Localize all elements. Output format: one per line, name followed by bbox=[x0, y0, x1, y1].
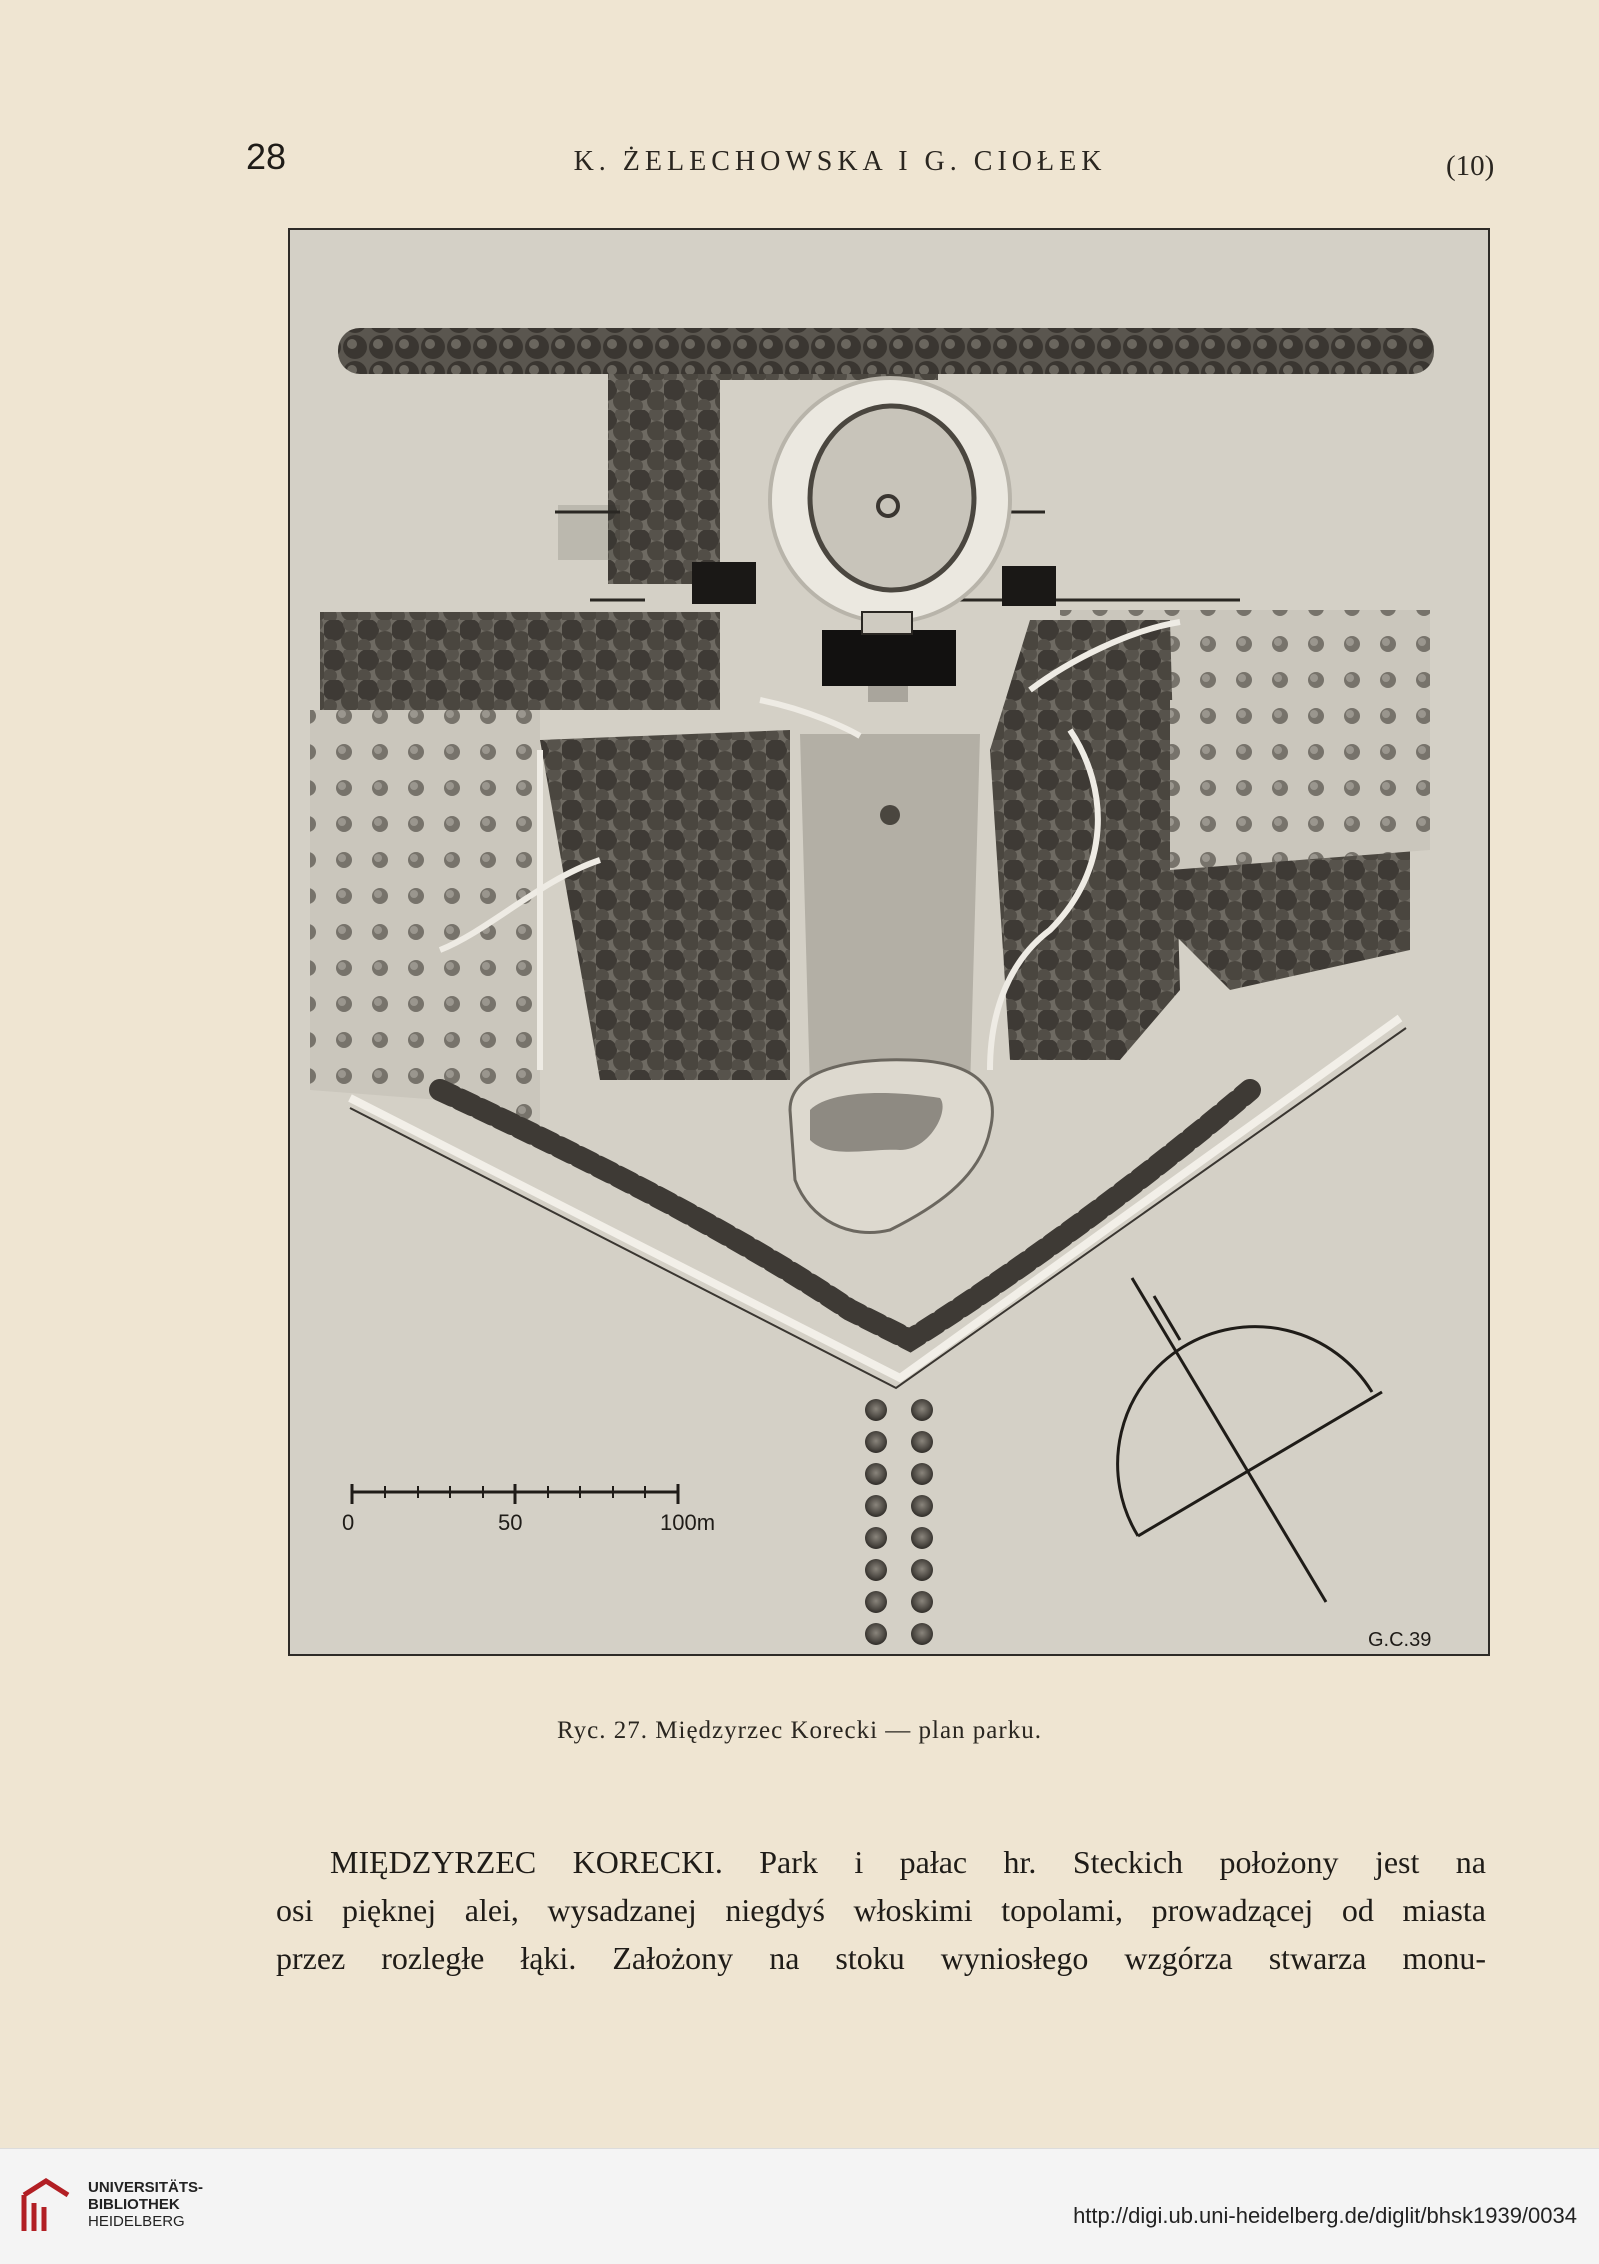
scale-label-50: 50 bbox=[498, 1510, 523, 1535]
park-plan-drawing bbox=[290, 230, 1488, 1654]
park-plan-figure bbox=[288, 228, 1490, 1656]
scale-label-0: 0 bbox=[342, 1510, 355, 1535]
body-line: osi pięknej alei, wysadzanej niegdyś włoskimi topolami, prowadzącej od miasta bbox=[276, 1892, 1486, 1928]
library-name bbox=[88, 2179, 203, 2230]
body-line: przez rozległe łąki. Założony na stoku wyniosłego wzgórza stwarza monu- bbox=[276, 1940, 1486, 1976]
scale-label-100m: 100m bbox=[660, 1510, 716, 1535]
library-logo-icon bbox=[16, 2175, 76, 2237]
artist-signature: G.C.39 bbox=[1368, 1629, 1432, 1651]
permalink-url[interactable]: http://digi.ub.uni-heidelberg.de/diglit/bhsk1939/0034 bbox=[1073, 2203, 1577, 2228]
library-line-1: UNIVERSITÄTS- bbox=[88, 2179, 204, 2196]
section-number: (10) bbox=[1446, 150, 1495, 182]
body-line: MIĘDZYRZEC KORECKI. Park i pałac hr. Steckich położony jest na bbox=[330, 1844, 1486, 1880]
body-paragraph bbox=[276, 1838, 1486, 1982]
library-line-3: HEIDELBERG bbox=[88, 2213, 185, 2230]
digitization-footer bbox=[0, 2148, 1599, 2264]
library-line-2: BIBLIOTHEK bbox=[88, 2196, 180, 2213]
running-head: K. ŻELECHOWSKA I G. CIOŁEK bbox=[573, 146, 1107, 177]
page-number: 28 bbox=[246, 136, 287, 177]
figure-caption: Ryc. 27. Międzyrzec Korecki — plan parku. bbox=[557, 1717, 1042, 1744]
